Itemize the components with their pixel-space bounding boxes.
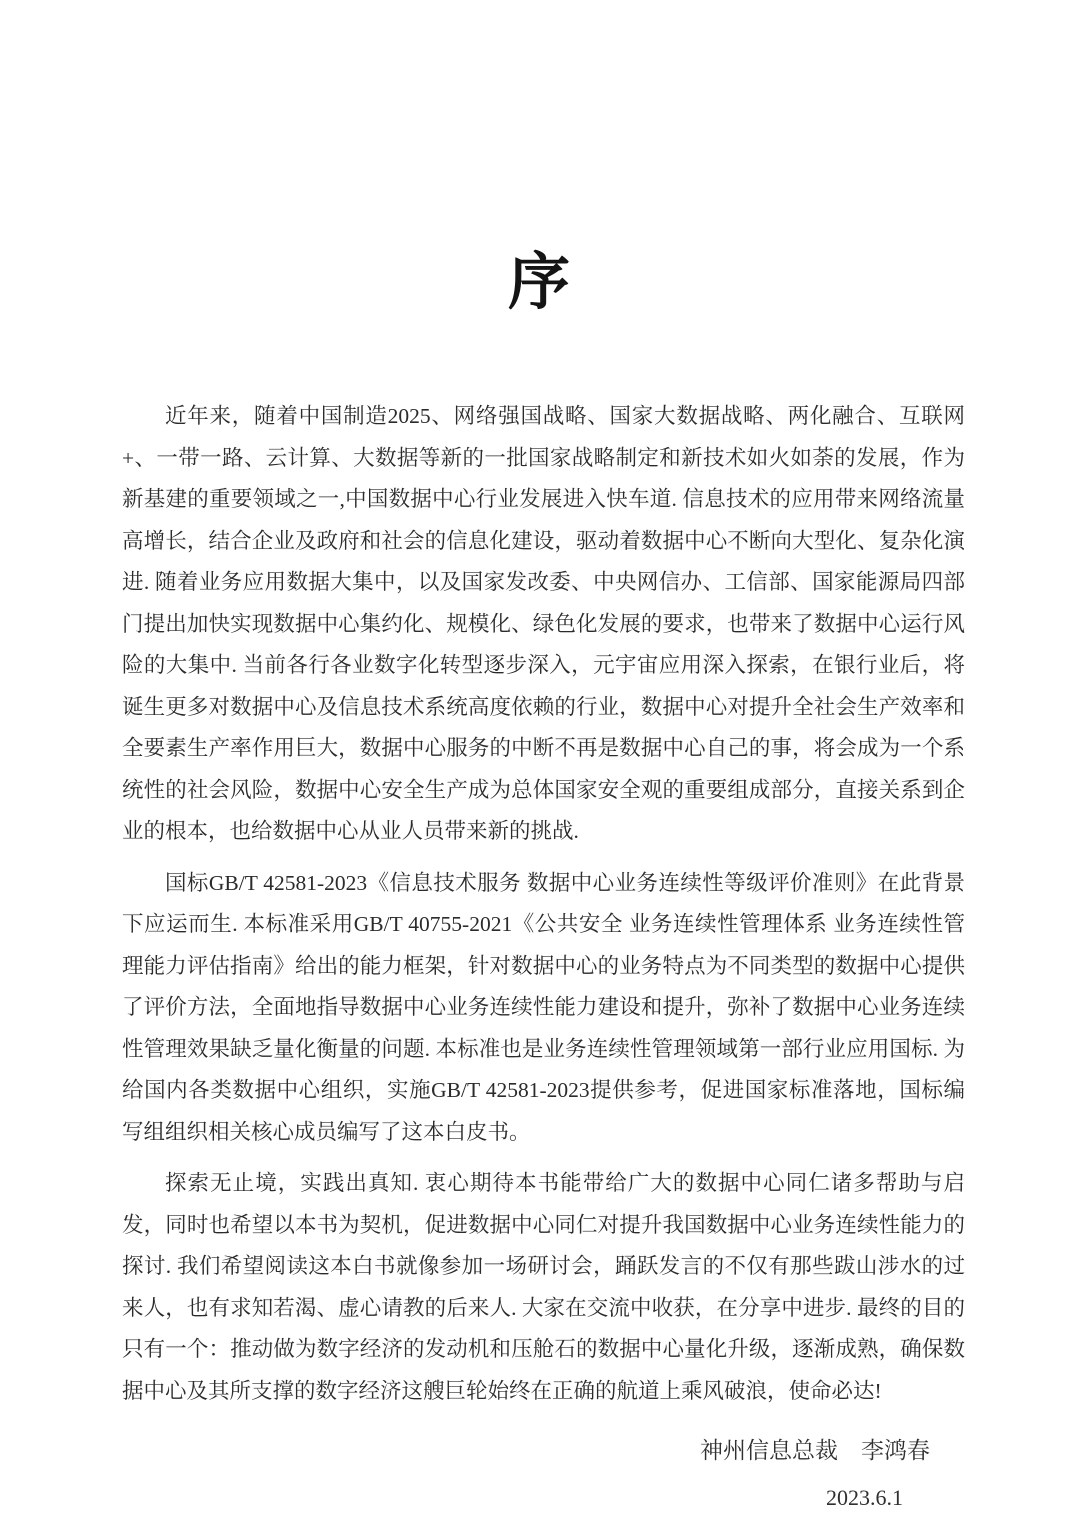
date: 2023.6.1 xyxy=(826,1485,903,1510)
page-title: 序 xyxy=(507,249,572,317)
signature: 神州信息总裁 李鸿春 xyxy=(700,1438,930,1463)
preface-paragraph-3: 探索无止境，实践出真知. 衷心期待本书能带给广大的数据中心同仁诸多帮助与启发，同时也希望以本书为契机，促进数据中心同仁对提升我国数据中心业务连续性能力的探讨. 我们希望阅读这本白书就像参加一场研讨会，踊跃发言的不仅有那些跋山涉水的过来人，也有求知若渴、虚心请教的后来人. 大家在交流中收获，在分享中进步. 最终的目的只有一个：推动做为数字经济的发动机和压舱石的数据中心量化升级，逐渐成熟，确保数据中心及其所支撑的数字经济这艘巨轮始终在正确的航道上乘风破浪，使命必达! xyxy=(122,1171,965,1403)
preface-body xyxy=(122,396,965,1412)
preface-paragraph-2: 国标GB/T 42581-2023《信息技术服务 数据中心业务连续性等级评价准则》在此背景下应运而生. 本标准采用GB/T 40755-2021《公共安全 业务连续性管理体系 业务连续性管理能力评估指南》给出的能力框架，针对数据中心的业务特点为不同类型的数据中心提供了评价方法，全面地指导数据中心业务连续性能力建设和提升，弥补了数据中心业务连续性管理效果缺乏量化衡量的问题. 本标准也是业务连续性管理领域第一部行业应用国标. 为给国内各类数据中心组织，实施GB/T 42581-2023提供参考，促进国家标准落地，国标编写组组织相关核心成员编写了这本白皮书。 xyxy=(122,870,965,1144)
preface-paragraph-1: 近年来，随着中国制造2025、网络强国战略、国家大数据战略、两化融合、互联网+、一带一路、云计算、大数据等新的一批国家战略制定和新技术如火如荼的发展，作为新基建的重要领域之一,中国数据中心行业发展进入快车道. 信息技术的应用带来网络流量高增长，结合企业及政府和社会的信息化建设，驱动着数据中心不断向大型化、复杂化演进. 随着业务应用数据大集中，以及国家发改委、中央网信办、工信部、国家能源局四部门提出加快实现数据中心集约化、规模化、绿色化发展的要求，也带来了数据中心运行风险的大集中. 当前各行各业数字化转型逐步深入，元宇宙应用深入探索，在银行业后，将诞生更多对数据中心及信息技术系统高度依赖的行业，数据中心对提升全社会生产效率和全要素生产率作用巨大，数据中心服务的中断不再是数据中心自己的事，将会成为一个系统性的社会风险，数据中心安全生产成为总体国家安全观的重要组成部分，直接关系到企业的根本，也给数据中心从业人员带来新的挑战. xyxy=(122,404,965,843)
